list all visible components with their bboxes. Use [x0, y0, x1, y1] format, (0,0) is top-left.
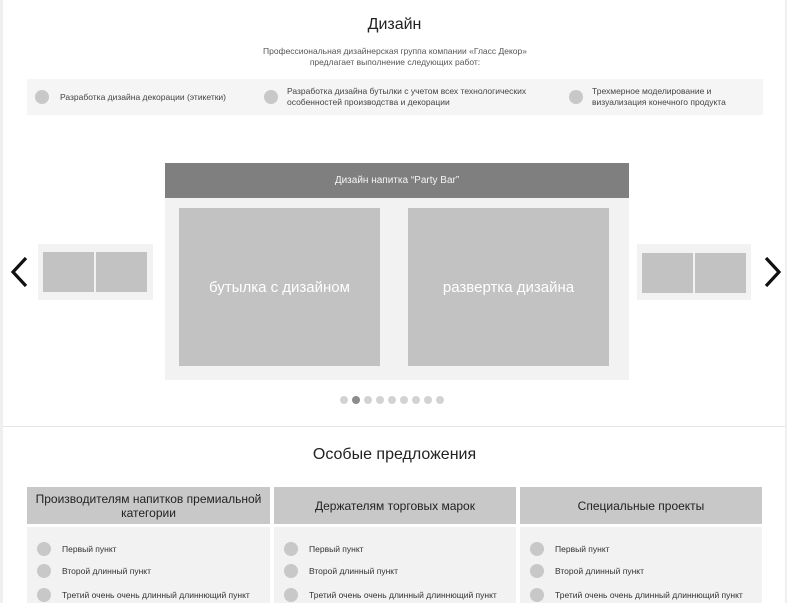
service-item-label: Разработка дизайна бутылки с учетом всех технологических особенностей производства и декорации — [287, 86, 527, 107]
offer-column-body — [520, 527, 762, 603]
design-layout-tile[interactable]: развертка дизайна — [408, 208, 609, 366]
offer-column-header[interactable]: Производителям напитков премиальной категории — [27, 487, 270, 524]
circle-bullet-icon — [569, 90, 583, 104]
circle-bullet-icon — [284, 588, 298, 602]
list-item-label: Первый пункт — [62, 544, 117, 554]
pagination-dot[interactable] — [340, 396, 348, 404]
offer-column-header[interactable]: Специальные проекты — [520, 487, 762, 524]
section-divider — [3, 426, 785, 427]
circle-bullet-icon — [530, 542, 544, 556]
pagination-dot[interactable] — [400, 396, 408, 404]
circle-bullet-icon — [530, 588, 544, 602]
thumbnail-tile — [695, 253, 746, 293]
list-item-label: Третий очень очень длинный длиннющий пункт — [62, 590, 250, 600]
offers-title: Особые предложения — [312, 446, 477, 463]
chevron-left-icon[interactable] — [8, 255, 32, 289]
pagination-dot[interactable] — [352, 396, 360, 404]
circle-bullet-icon — [37, 564, 51, 578]
service-item-label: Трехмерное моделирование и визуализация конечного продукта — [592, 86, 726, 107]
circle-bullet-icon — [284, 542, 298, 556]
list-item-label: Третий очень очень длинный длиннющий пункт — [309, 590, 497, 600]
circle-bullet-icon — [530, 564, 544, 578]
design-title: Дизайн — [367, 16, 422, 33]
offer-column-body — [27, 527, 270, 603]
design-intro: Профессиональная дизайнерская группа компании «Гласс Декор» предлагает выполнение следующих работ: — [263, 46, 527, 67]
thumbnail-tile — [642, 253, 693, 293]
circle-bullet-icon — [264, 90, 278, 104]
list-item-label: Первый пункт — [555, 544, 610, 554]
pagination-dot[interactable] — [388, 396, 396, 404]
carousel-pagination — [340, 396, 444, 404]
thumbnail-tile — [96, 252, 147, 292]
circle-bullet-icon — [35, 90, 49, 104]
thumbnail-tile — [43, 252, 94, 292]
pagination-dot[interactable] — [364, 396, 372, 404]
list-item-label: Второй длинный пункт — [62, 566, 152, 576]
pagination-dot[interactable] — [412, 396, 420, 404]
pagination-dot[interactable] — [436, 396, 444, 404]
service-item-label: Разработка дизайна декорации (этикетки) — [60, 92, 227, 102]
pagination-dot[interactable] — [424, 396, 432, 404]
circle-bullet-icon — [37, 588, 51, 602]
bottle-design-tile[interactable]: бутылка с дизайном — [179, 208, 380, 366]
circle-bullet-icon — [37, 542, 51, 556]
circle-bullet-icon — [284, 564, 298, 578]
offer-column-header[interactable]: Держателям торговых марок — [274, 487, 516, 524]
slide-title: Дизайн напитка “Party Bar” — [165, 163, 629, 198]
offer-column-body — [274, 527, 516, 603]
list-item-label: Третий очень очень длинный длиннющий пункт — [555, 590, 743, 600]
list-item-label: Первый пункт — [309, 544, 364, 554]
list-item-label: Второй длинный пункт — [555, 566, 645, 576]
chevron-right-icon[interactable] — [760, 255, 784, 289]
pagination-dot[interactable] — [376, 396, 384, 404]
list-item-label: Второй длинный пункт — [309, 566, 399, 576]
